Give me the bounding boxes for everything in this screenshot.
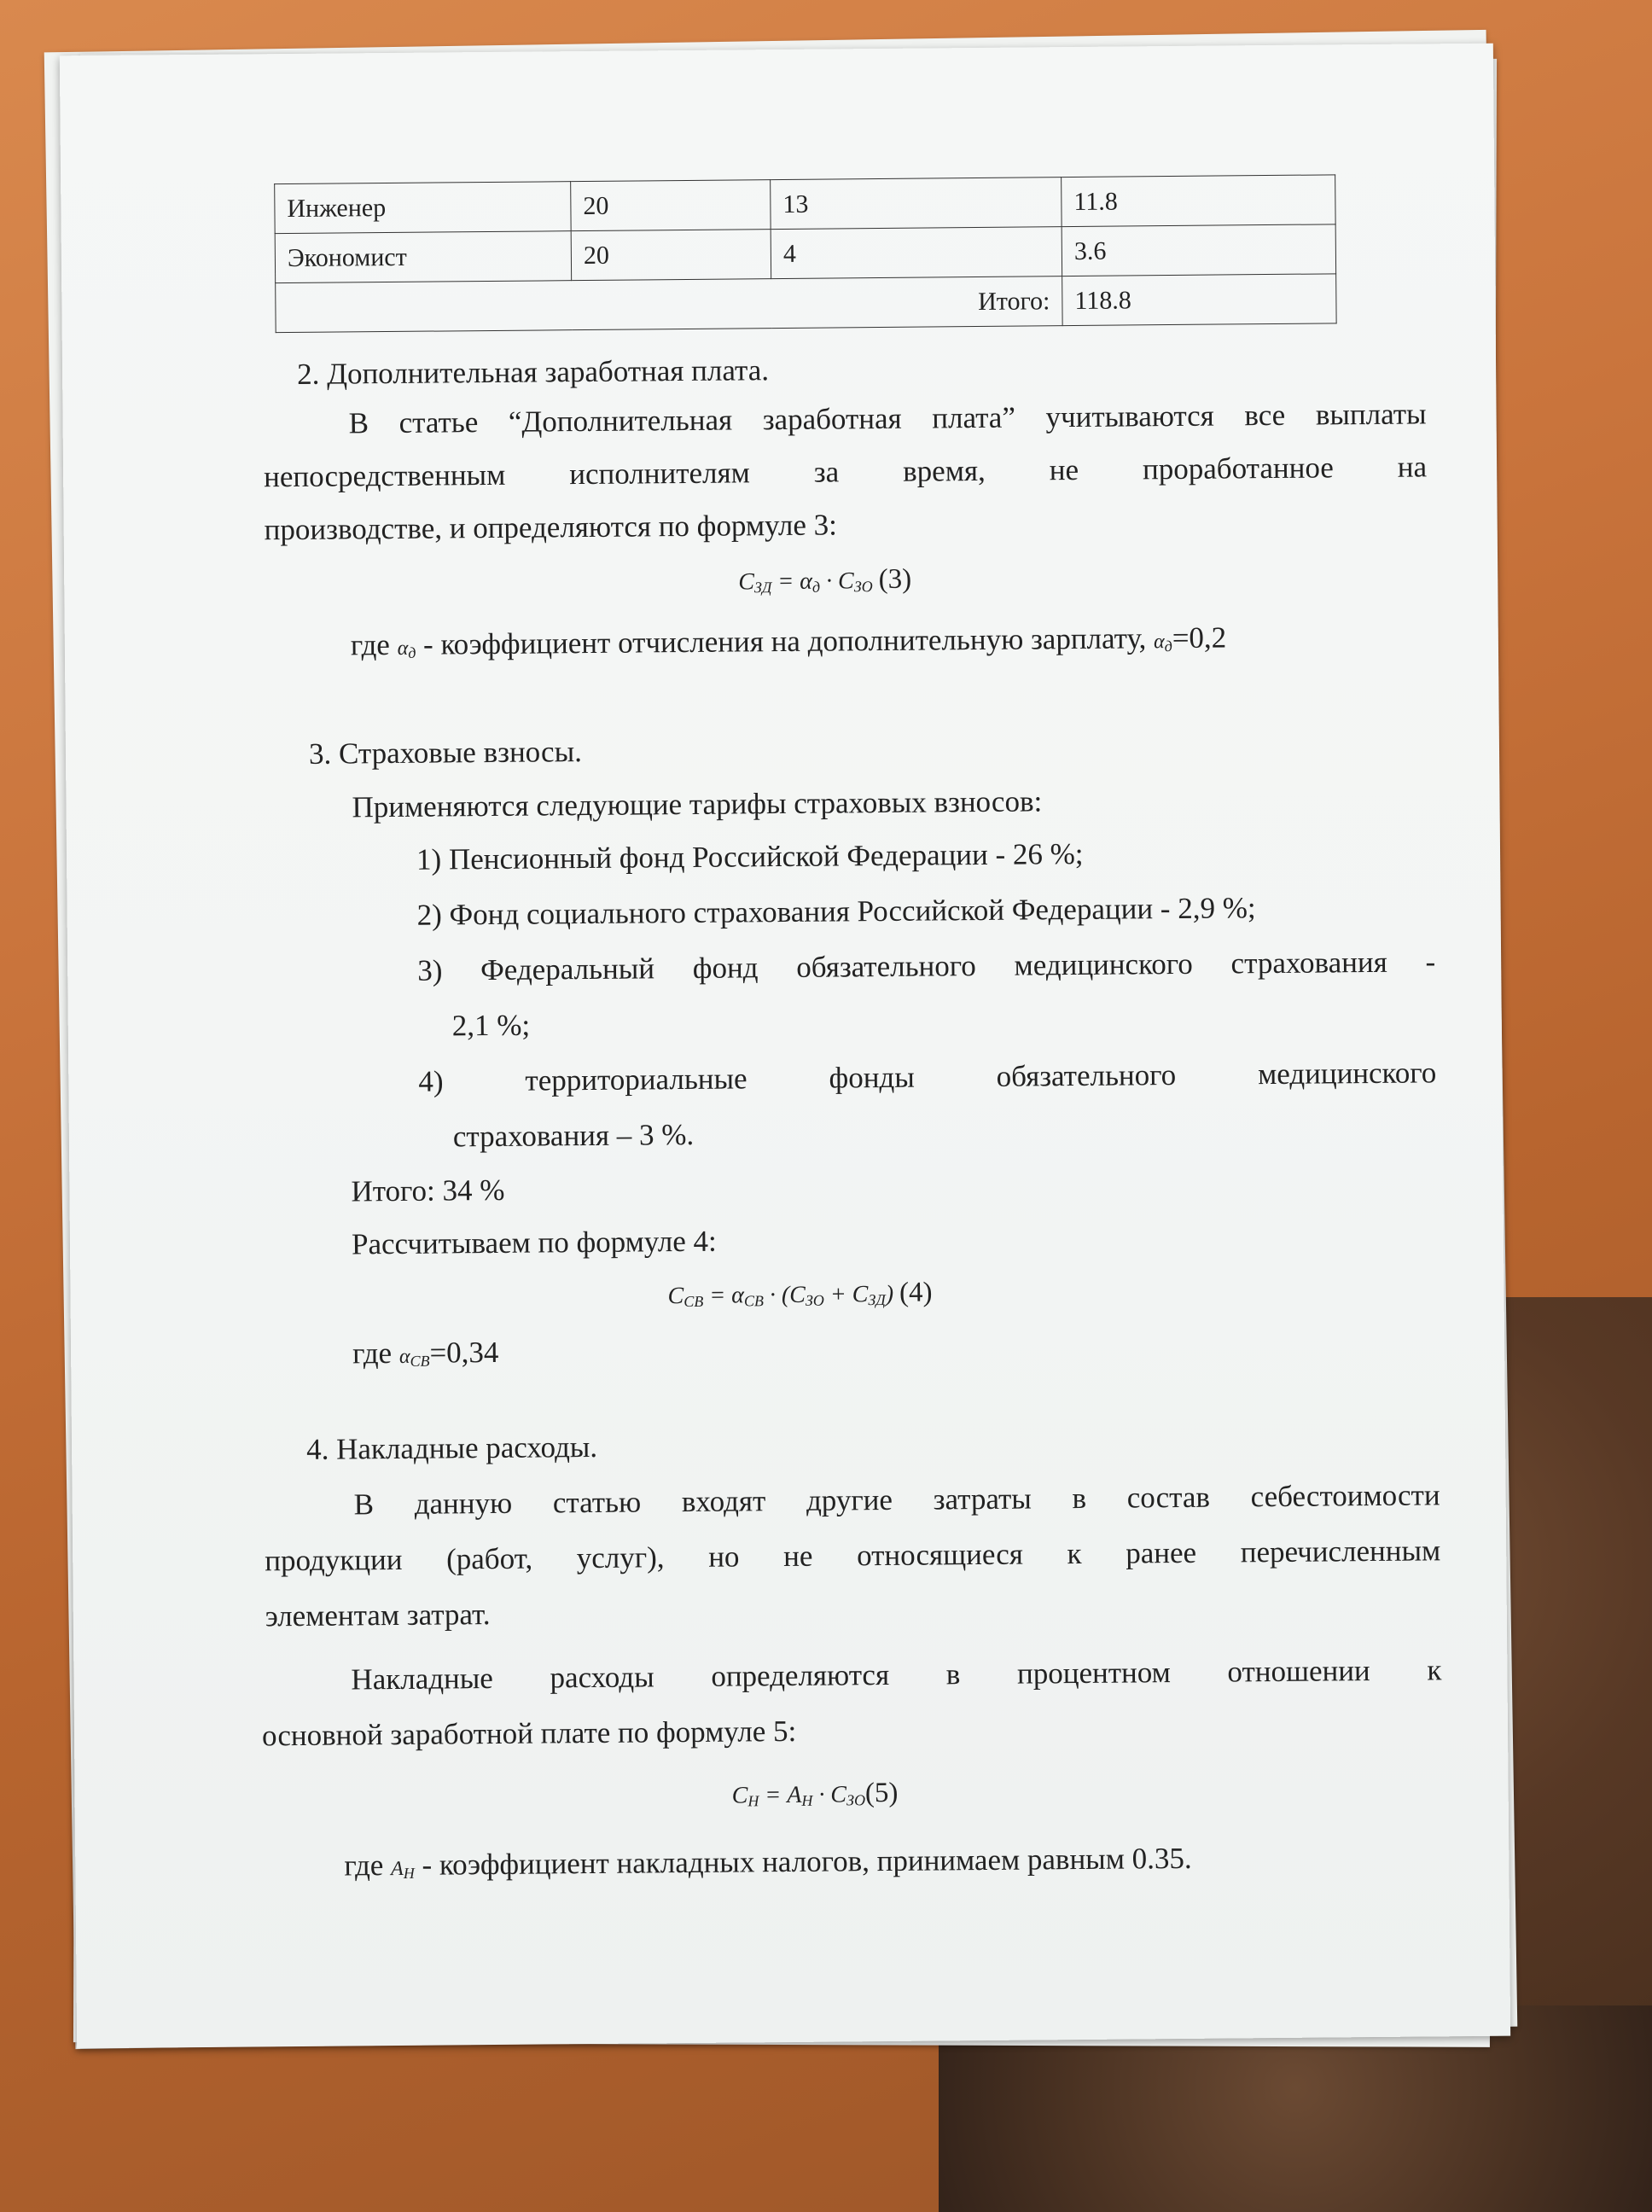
paragraph-line: производстве, и определяются по формуле 3:	[264, 508, 838, 547]
paragraph-line: Накладные расходы определяются в процентном отношении к	[351, 1653, 1442, 1697]
alpha-d-symbol: $\alpha_д$	[397, 637, 416, 661]
where-prefix: где	[350, 628, 391, 662]
paragraph-line: В данную статью входят другие затраты в состав себестоимости	[353, 1478, 1440, 1522]
where-value: =0,2	[1172, 620, 1227, 655]
total-line: Итого: 34 %	[351, 1173, 505, 1208]
paragraph-line: непосредственным исполнителям за время, не проработанное на	[263, 450, 1428, 494]
where-line	[352, 1330, 499, 1377]
where-value: =0,34	[429, 1335, 499, 1370]
where-line	[351, 615, 1227, 667]
formula-number: (3)	[878, 563, 912, 596]
table-row	[275, 175, 1335, 234]
section-3-heading: 3. Страховые взносы.	[308, 735, 583, 771]
list-item: 3) Федеральный фонд обязательного медицинского страхования -	[417, 945, 1436, 987]
section-4-heading: 4. Накладные расходы.	[305, 1429, 598, 1466]
table-cell: 3.6	[1062, 224, 1335, 276]
list-item-continuation: 2,1 %;	[451, 1008, 531, 1043]
table-cell: 4	[771, 227, 1062, 279]
a-n-symbol: $A_Н$	[391, 1857, 415, 1882]
formula-5: $C_Н = A_Н \cdot C_{ЗО}(5)$	[731, 1777, 899, 1810]
table-cell: 11.8	[1062, 175, 1335, 227]
paragraph-line: Рассчитываем по формуле 4:	[351, 1224, 717, 1261]
where-line	[344, 1837, 1192, 1889]
salary-table	[274, 174, 1336, 333]
where-text: - коэффициент отчисления на дополнительную зарплату,	[422, 621, 1147, 661]
where-text: - коэффициент накладных налогов, принимаем равным 0.35.	[422, 1841, 1192, 1882]
document-page	[60, 44, 1510, 2049]
section-2-heading: 2. Дополнительная заработная плата.	[296, 353, 770, 391]
alpha-d-symbol: $\alpha_д$	[1153, 631, 1172, 655]
table-cell: 20	[571, 180, 771, 231]
paragraph-line: Применяются следующие тарифы страховых взносов:	[352, 784, 1043, 824]
paragraph-line: элементам затрат.	[265, 1598, 491, 1633]
table-cell: Экономист	[275, 231, 571, 283]
list-item: 2) Фонд социального страхования Российской Федерации - 2,9 %;	[416, 891, 1256, 932]
table-total-value: 118.8	[1062, 274, 1336, 326]
table-row	[275, 224, 1335, 283]
alpha-sv-symbol: $\alpha_{СВ}$	[398, 1345, 430, 1370]
formula-number: (5)	[864, 1777, 899, 1809]
list-item: 1) Пенсионный фонд Российской Федерации - 26 %;	[416, 836, 1084, 876]
where-prefix: где	[352, 1336, 393, 1371]
formula-3: $C_{ЗД} = \alpha_д \cdot C_{ЗО}$ (3)	[738, 563, 912, 597]
list-item: 4) территориальные фонды обязательного медицинского	[418, 1056, 1437, 1098]
table-total-row	[276, 274, 1336, 333]
formula-4: $C_{СВ} = \alpha_{СВ} \cdot (C_{ЗО} + C_{ЗД})$ (4)	[667, 1277, 933, 1311]
table-cell: 13	[771, 178, 1062, 230]
paragraph-line: основной заработной плате по формуле 5:	[261, 1714, 797, 1753]
table-cell: Инженер	[275, 182, 571, 234]
paragraph-line: продукции (работ, услуг), но не относящиеся к ранее перечисленным	[265, 1534, 1441, 1578]
paragraph-line: В статье “Дополнительная заработная плата” учитываются все выплаты	[348, 397, 1427, 440]
formula-number: (4)	[899, 1277, 933, 1308]
table-total-label: Итого:	[276, 276, 1062, 333]
list-item-continuation: страхования – 3 %.	[452, 1117, 695, 1154]
table-cell: 20	[571, 230, 771, 281]
where-prefix: где	[344, 1848, 384, 1883]
